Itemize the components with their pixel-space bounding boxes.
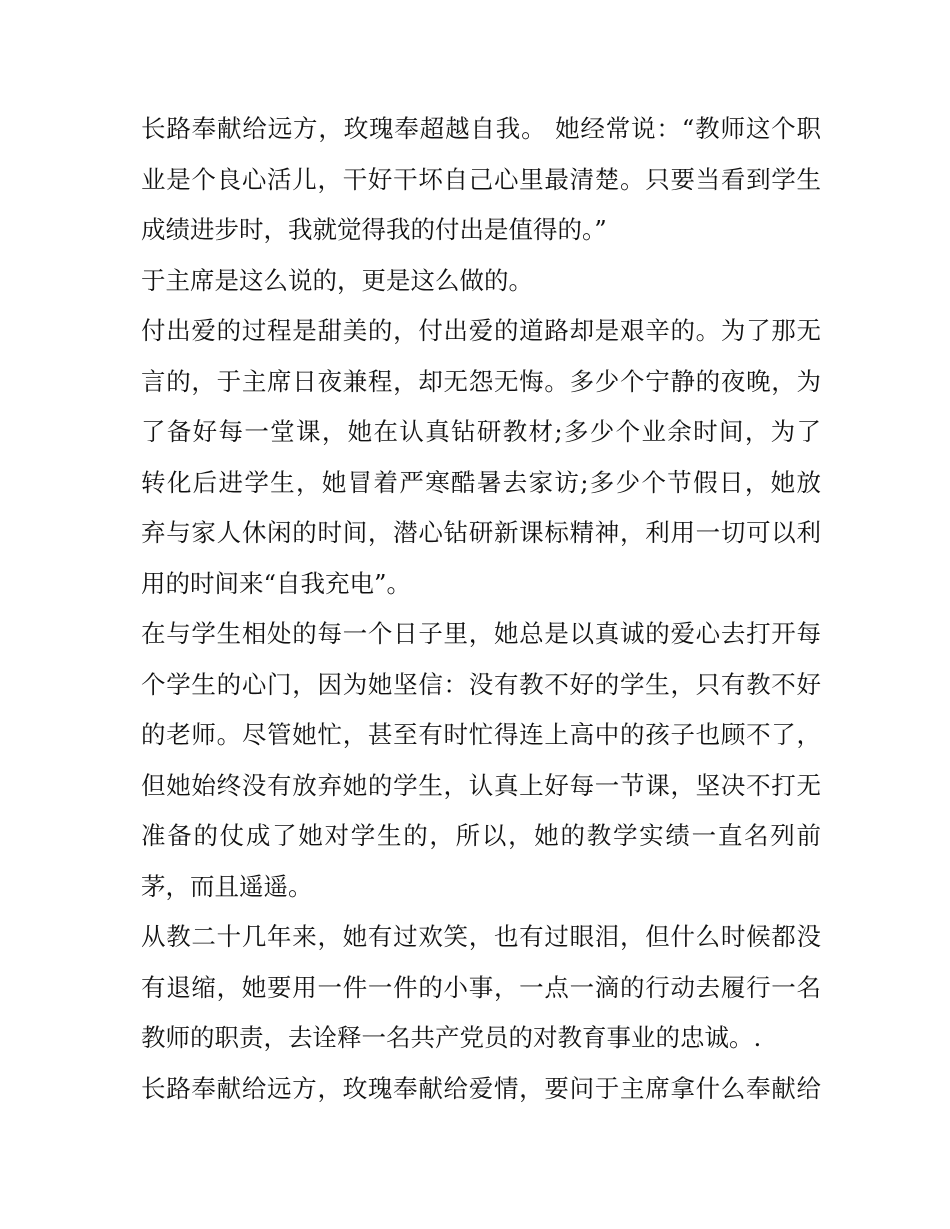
text-line: 准备的仗成了她对学生的，所以，她的教学实绩一直名列前 [141, 821, 821, 850]
text-line: 在与学生相处的每一个日子里，她总是以真诚的爱心去打开每 [141, 619, 821, 648]
text-line: 付出爱的过程是甜美的，付出爱的道路却是艰辛的。为了那无 [141, 316, 821, 345]
text-line: 但她始终没有放弃她的学生，认真上好每一节课，坚决不打无 [141, 770, 821, 800]
text-line: 业是个良心活儿，干好干坏自己心里最清楚。只要当看到学生 [141, 164, 821, 194]
text-line: 了备好每一堂课，她在认真钻研教材;多少个业余时间，为了 [141, 417, 821, 446]
paragraph [141, 1064, 821, 1115]
text-line: 转化后进学生，她冒着严寒酷暑去家访;多少个节假日，她放 [141, 467, 821, 497]
text-line: 的老师。尽管她忙，甚至有时忙得连上高中的孩子也顾不了， [141, 720, 821, 749]
text-line: 用的时间来“自我充电”。 [141, 568, 412, 598]
body-text [141, 104, 821, 1114]
text-line: 弃与家人休闲的时间，潜心钻研新课标精神，利用一切可以利 [141, 518, 821, 547]
text-line: 言的，于主席日夜兼程，却无怨无悔。多少个宁静的夜晚，为 [141, 366, 821, 396]
text-line: 教师的职责，去诠释一名共产党员的对教育事业的忠诚。. [141, 1023, 762, 1052]
text-line: 长路奉献给远方，玫瑰奉献给爱情，要问于主席拿什么奉献给 [141, 1073, 821, 1103]
paragraph [141, 256, 821, 307]
text-line: 于主席是这么说的，更是这么做的。 [141, 265, 533, 295]
text-line: 从教二十几年来，她有过欢笑，也有过眼泪，但什么时候都没 [141, 922, 821, 951]
text-line: 长路奉献给远方，玫瑰奉超越自我。 她经常说：“教师这个职 [141, 114, 821, 143]
paragraph [141, 306, 821, 609]
paragraph [141, 609, 821, 912]
paragraph [141, 912, 821, 1064]
text-line: 个学生的心门，因为她坚信：没有教不好的学生，只有教不好 [141, 669, 821, 699]
text-line: 成绩进步时，我就觉得我的付出是值得的。” [141, 215, 607, 244]
text-line: 茅，而且遥遥。 [141, 871, 313, 901]
paragraph [141, 104, 821, 256]
text-line: 有退缩，她要用一件一件的小事，一点一滴的行动去履行一名 [141, 972, 821, 1002]
